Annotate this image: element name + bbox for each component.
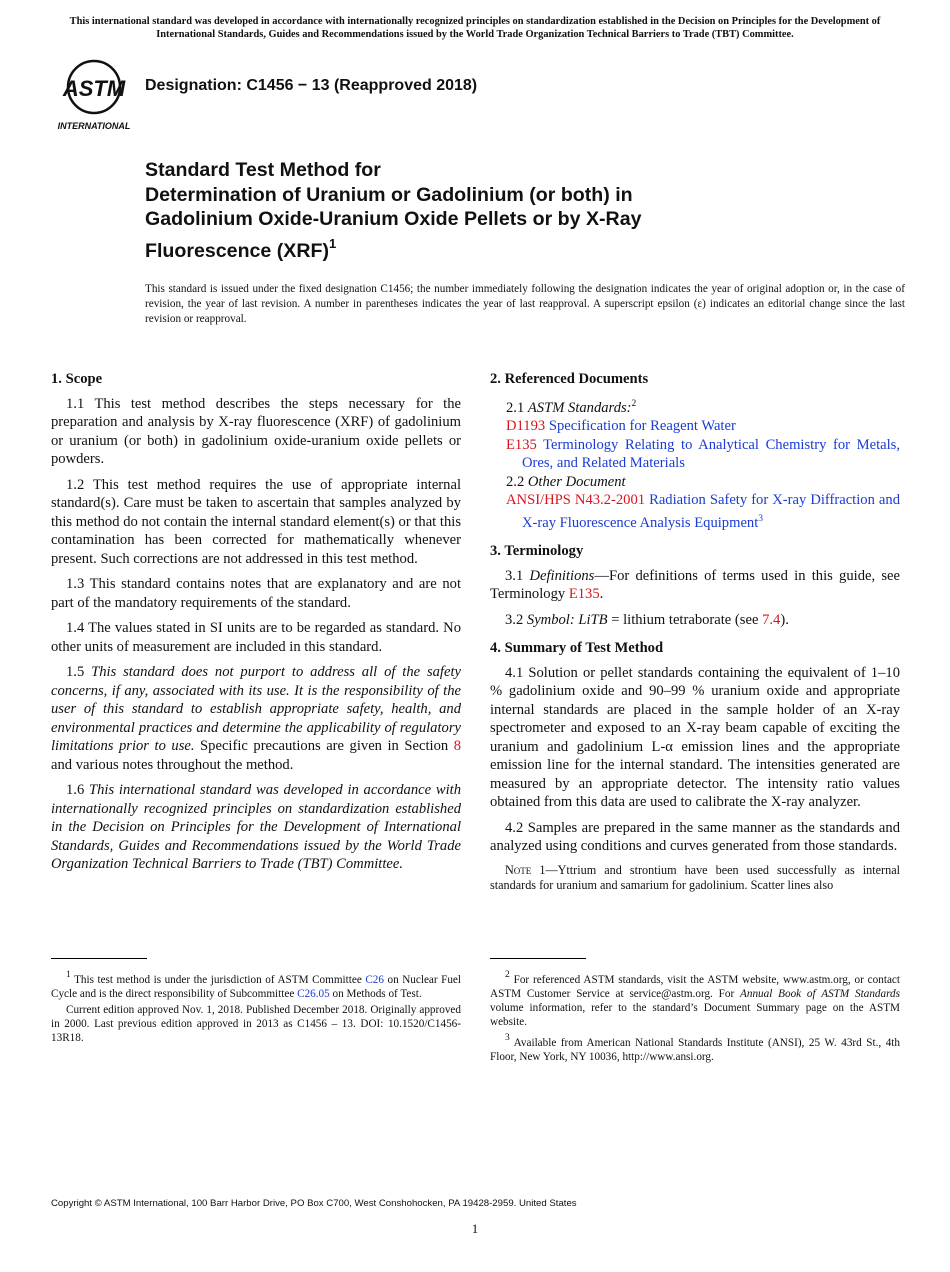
footnote-divider-left [51,958,147,959]
reference-d1193[interactable]: D1193 Specification for Reagent Water [506,418,736,434]
section-heading-referenced-documents: 2. Referenced Documents [490,371,649,387]
title-line-3: Gadolinium Oxide-Uranium Oxide Pellets or by X-Ray [145,208,642,230]
right-column [490,370,900,894]
reference-e135[interactable]: E135 Terminology Relating to Analytical Chemistry for Metals, Ores, and Related Materials [506,436,900,471]
left-column [51,370,461,881]
section-heading-summary: 4. Summary of Test Method [490,640,664,656]
astm-standards-subheading: 2.1 ASTM Standards:$^2$ [506,398,637,416]
subcommittee-c26-05-link[interactable]: C26.05 [297,988,330,1000]
astm-logo [52,56,136,132]
note-1: Note 1—Yttrium and strontium have been used successfully as internal standards for uranium and samarium for gadolinium. Scatter lines also [490,862,900,892]
footnote-3: $^3$ Available from American National Standards Institute (ANSI), 25 W. 43rd St., 4th Floor, New York, NY 10036, http://www.ansi.org. [490,1033,900,1063]
document-title [145,158,765,263]
section-heading-terminology: 3. Terminology [490,543,584,559]
committee-c26-link[interactable]: C26 [365,974,384,986]
issuance-statement: This standard is issued under the fixed designation C1456; the number immediately following the designation indicates the year of original adoption or, in the case of revision, the year of last revision. A number in parentheses indicates the year of last reapproval. A superscript epsilon (ε) indicates an editorial change since the last revision or reapproval. [145,283,905,325]
footnote-2: $^2$ For referenced ASTM standards, visit the ASTM website, www.astm.org, or contact ASTM Customer Service at service@astm.org. For Annual Book of ASTM Standards volume information, refer to the standard’s Document Summary page on the ASTM website. [490,970,900,1028]
paragraph-1-3: 1.3 This standard contains notes that are explanatory and are not part of the mandatory requirements of the standard. [51,576,461,611]
footnote-1: $^1$ This test method is under the jurisdiction of ASTM Committee C26 on Nuclear Fuel Cycle and is the direct responsibility of Subcommittee C26.05 on Methods of Test. [51,970,462,1000]
footnote-1-edition: Current edition approved Nov. 1, 2018. Published December 2018. Originally approved in 2000. Last previous edition approved in 2013 as C1456 – 13. DOI: 10.1520/C1456-13R18. [51,1004,461,1044]
section-7-4-link[interactable]: 7.4 [762,611,781,628]
reference-ansi-hps[interactable]: ANSI/HPS N43.2-2001 Radiation Safety for X-ray Diffraction and X-ray Fluorescence Analysis Equipment$^3$ [506,492,900,531]
terminology-e135-link[interactable]: E135 [568,586,600,602]
paragraph-3-2: 3.2 Symbol: LiTB = lithium tetraborate (see 7.4). [505,611,789,628]
footnote-divider-right [490,958,586,959]
designation: Designation: C1456 − 13 (Reapproved 2018) [145,77,478,94]
copyright-line: Copyright © ASTM International, 100 Barr Harbor Drive, PO Box C700, West Conshohocken, PA 19428-2959. United States [51,1198,577,1209]
paragraph-1-1: 1.1 This test method describes the steps necessary for the preparation and analysis by X-ray fluorescence (XRF) of gadolinium or uranium (or both) in gadolinium oxide-uranium oxide pellets or powders. [51,395,461,467]
tbt-banner: This international standard was developed in accordance with internationally recognized principles on standardization established in the Decision on Principles for the Development of International Standards, Guides and Recommendations issued by the World Trade Organization Technical Barriers to Trade (TBT) Committee. [69,16,881,40]
paragraph-4-1: 4.1 Solution or pellet standards containing the equivalent of 1–10 % gadolinium oxide and 90–99 % uranium oxide and appropriate internal standards are placed in the sample holder of an X-ray spectrometer and exposed to an X-ray beam capable of exciting the uranium and gadolinium L-α emission lines and the appropriate emission line for the internal standard. The intensities generated are measured by an appropriate detector. The intensity ratio values obtained from this data are used to calibrate the X-ray analyzer. [490,664,900,810]
paragraph-1-5: 1.5 This standard does not purport to address all of the safety concerns, if any, associated with its use. It is the responsibility of the user of this standard to establish appropriate safety, health, and environmental practices and determine the applicability of regulatory limitations prior to use. Specific precautions are given in Section 8 and various notes throughout the method. [51,664,461,773]
page-number: 1 [471,1221,479,1236]
title-line-4: Fluorescence (XRF)$^1$ [145,235,337,262]
footnotes-left [51,968,461,1047]
paragraph-1-6: 1.6 This international standard was developed in accordance with internationally recognized principles on standardization established in the Decision on Principles for the Development of International Standards, Guides and Recommendations issued by the World Trade Organization Technical Barriers to Trade (TBT) Committee. [51,782,462,872]
paragraph-3-1: 3.1 Definitions—For definitions of terms used in this guide, see Terminology E135. [490,567,901,602]
title-footnote-mark[interactable]: 1 [329,235,337,251]
paragraph-1-4: 1.4 The values stated in SI units are to be regarded as standard. No other units of measurement are included in this standard. [51,620,461,655]
title-line-1: Standard Test Method for [145,159,381,181]
logo-text: ASTM [62,76,126,101]
section-8-link[interactable]: 8 [453,738,461,754]
logo-subtext: INTERNATIONAL [57,121,131,131]
paragraph-4-2: 4.2 Samples are prepared in the same manner as the standards and analyzed using conditions and curves generated from those standards. [490,819,900,854]
paragraph-1-2: 1.2 This test method requires the use of appropriate internal standard(s). Care must be taken to ascertain that samples analyzed by this method do not contain the internal standard element(s) or that this contamination has been corrected for mathematically whenever present. Such corrections are not addressed in this test method. [51,476,461,567]
section-heading-scope: 1. Scope [51,371,103,387]
other-document-subheading: 2.2 Other Document [506,473,626,490]
title-line-2: Determination of Uranium or Gadolinium (or both) in [145,183,633,206]
footnotes-right [490,968,900,1066]
